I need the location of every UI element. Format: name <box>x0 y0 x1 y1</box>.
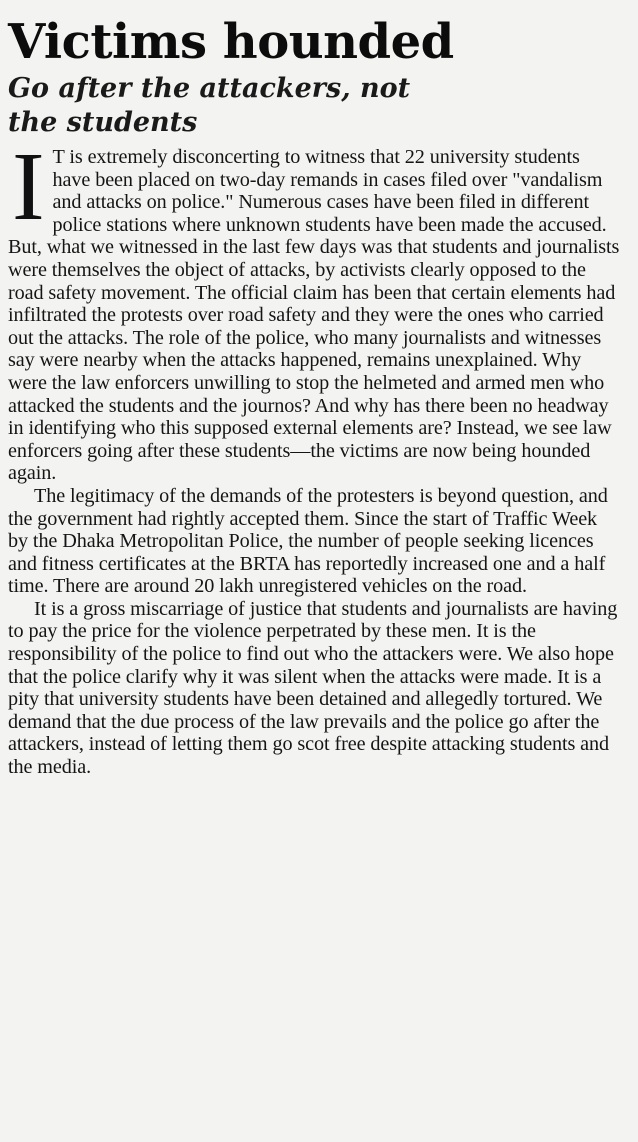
article-body <box>8 133 620 779</box>
subheadline: Go after the attackers, not the students <box>8 73 411 138</box>
paragraph-2: The legitimacy of the demands of the protesters is beyond question, and the government had rightly accepted them. Since the start of Traffic Week by the Dhaka Metropolitan Police, the number of people seeking licences and fitness certificates at the BRTA has reportedly increased one and a half time. There are around 20 lakh unregistered vehicles on the road. <box>8 484 608 598</box>
paragraph-1 <box>8 133 620 485</box>
paragraph-3: It is a gross miscarriage of justice that students and journalists are having to pay the price for the violence perpetrated by these men. It is the responsibility of the police to find out who the attackers were. We also hope that the police clarify why it was silent when the attacks were made. It is a pity that university students have been detained and allegedly tortured. We demand that the due process of the law prevails and the police go after the attackers, instead of letting them go scot free despite attacking students and the media. <box>8 597 618 779</box>
drop-cap: I <box>12 133 45 241</box>
paragraph-1-text: T is extremely disconcerting to witness that 22 university students have been placed on two-day remands in cases filed over "vandalism and attacks on police." Numerous cases have been filed in different police stations where unknown students have been made the accused. But, what we witnessed in the last few days was that students and journalists were themselves the object of attacks, by activists clearly opposed to the road safety movement. The official claim has been that certain elements had infiltrated the protests over road safety and they were the ones who carried out the attacks. The role of the police, who many journalists and witnesses say were nearby when the attacks happened, remains unexplained. Why were the law enforcers unwilling to stop the helmeted and armed men who attacked the students and the journos? And why has there been no headway in identifying who this supposed external elements are? Instead, we see law enforcers going after these students—the victims are now being hounded again. <box>8 146 620 485</box>
headline: Victims hounded <box>8 14 454 70</box>
